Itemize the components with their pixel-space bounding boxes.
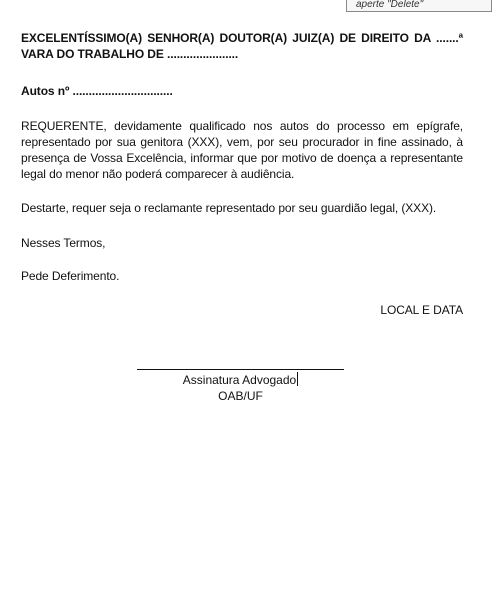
signature-label[interactable]: Assinatura Advogado [182,373,297,387]
request-paragraph[interactable]: REQUERENTE, devidamente qualificado nos autos do processo em epígrafe, representado por sua genitora (XXX), vem, por seu procurador in fine assinado, à presença de Vossa Excelência, informar que por motivo de doença a representante legal do menor não poderá comparecer à audiência. [21,119,463,181]
closing-request[interactable]: Pede Deferimento. [21,269,120,283]
signature-oab[interactable]: OAB/UF [218,389,263,403]
representation-paragraph[interactable]: Destarte, requer seja o reclamante representado por seu guardião legal, (XXX). [21,201,437,215]
text-cursor [297,372,298,386]
closing-terms[interactable]: Nesses Termos, [21,236,106,250]
local-and-date[interactable]: LOCAL E DATA [380,303,463,317]
autos-number-line[interactable]: Autos nº ............................... [21,84,173,98]
document-heading[interactable]: EXCELENTÍSSIMO(A) SENHOR(A) DOUTOR(A) JUIZ(A) DE DIREITO DA .......ª VARA DO TRABALHO DE ...................... [21,31,463,61]
signature-line [137,369,344,370]
delete-hint-text: aperte "Delete" [356,0,424,10]
signature-block [137,372,344,404]
signature-label-row[interactable] [137,372,344,388]
delete-hint-box [346,0,492,12]
